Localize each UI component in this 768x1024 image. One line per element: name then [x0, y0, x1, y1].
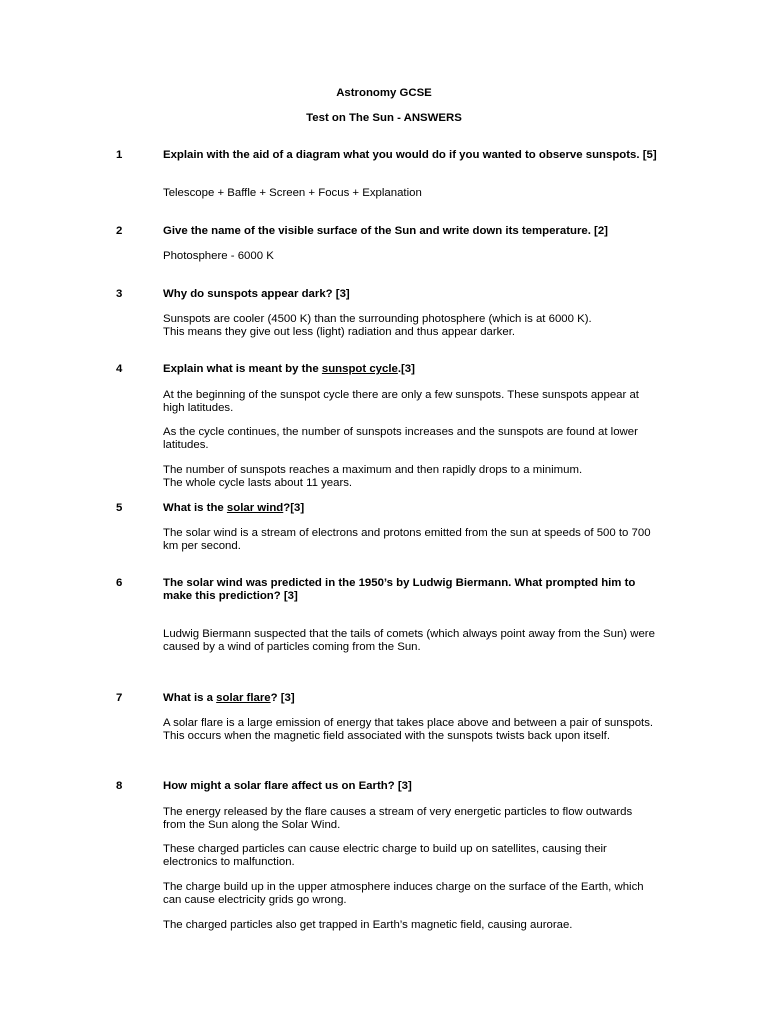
question-number: 7: [116, 692, 123, 704]
answer-text: The charged particles also get trapped in Earth’s magnetic field, causing aurorae.: [163, 919, 573, 931]
term-sunspot-cycle: sunspot cycle: [321, 363, 398, 375]
question-text-end: ?[3]: [283, 502, 305, 514]
answer-text: Sunspots are cooler (4500 K) than the surrounding photosphere (which is at 6000 K). This means they give out less (light) radiation and thus appear darker.: [163, 313, 592, 338]
answer-text: The charge build up in the upper atmosphere induces charge on the surface of the Earth, which can cause electricity grids go wrong.: [163, 881, 644, 906]
answer-text: The solar wind is a stream of electrons and protons emitted from the sun at speeds of 500 to 700 km per second.: [163, 527, 651, 552]
question-text-start: What is the: [163, 502, 227, 514]
question-number: 8: [116, 780, 123, 792]
question-text: How might a solar flare affect us on Earth? [3]: [163, 780, 412, 792]
answer-text: Telescope + Baffle + Screen + Focus + Explanation: [163, 187, 422, 199]
question-text: [163, 363, 658, 376]
question-text: [163, 692, 658, 705]
document-title: Test on The Sun - ANSWERS: [306, 112, 462, 124]
question-text-end: .[3]: [397, 363, 415, 375]
question-text: The solar wind was predicted in the 1950’s by Ludwig Biermann. What prompted him to make this prediction? [3]: [163, 577, 636, 602]
answer-text: A solar flare is a large emission of energy that takes place above and between a pair of sunspots. This occurs when the magnetic field associated with the sunspots twists back upon itself.: [163, 717, 654, 742]
question-number: 1: [116, 149, 123, 161]
question-number: 3: [116, 288, 123, 300]
question-text: Explain with the aid of a diagram what you would do if you wanted to observe sunspots. [5]: [163, 149, 657, 161]
question-number: 6: [116, 577, 123, 589]
answer-text: As the cycle continues, the number of sunspots increases and the sunspots are found at lower latitudes.: [163, 426, 638, 451]
question-text-start: Explain what is meant by the: [163, 363, 322, 375]
question-text-end: ? [3]: [270, 692, 295, 704]
term-solar-flare: solar flare: [216, 692, 271, 704]
answer-text: Photosphere - 6000 K: [163, 250, 274, 262]
question-number: 4: [116, 363, 123, 375]
term-solar-wind: solar wind: [226, 502, 284, 514]
question-text: Give the name of the visible surface of the Sun and write down its temperature. [2]: [163, 225, 608, 237]
answer-text: Ludwig Biermann suspected that the tails of comets (which always point away from the Sun) were caused by a wind of particles coming from the Sun.: [163, 628, 655, 653]
question-number: 5: [116, 502, 123, 514]
answer-text: The number of sunspots reaches a maximum and then rapidly drops to a minimum. The whole cycle lasts about 11 years.: [163, 464, 583, 489]
question-text-start: What is a: [163, 692, 217, 704]
answer-text: These charged particles can cause electric charge to build up on satellites, causing their electronics to malfunction.: [163, 843, 607, 868]
document-subject: Astronomy GCSE: [336, 87, 432, 99]
answer-text: The energy released by the flare causes a stream of very energetic particles to flow outwards from the Sun along the Solar Wind.: [163, 806, 633, 831]
answer-text: At the beginning of the sunspot cycle there are only a few sunspots. These sunspots appear at high latitudes.: [163, 389, 639, 414]
question-text: [163, 502, 658, 515]
question-text: Why do sunspots appear dark? [3]: [163, 288, 350, 300]
question-number: 2: [116, 225, 123, 237]
